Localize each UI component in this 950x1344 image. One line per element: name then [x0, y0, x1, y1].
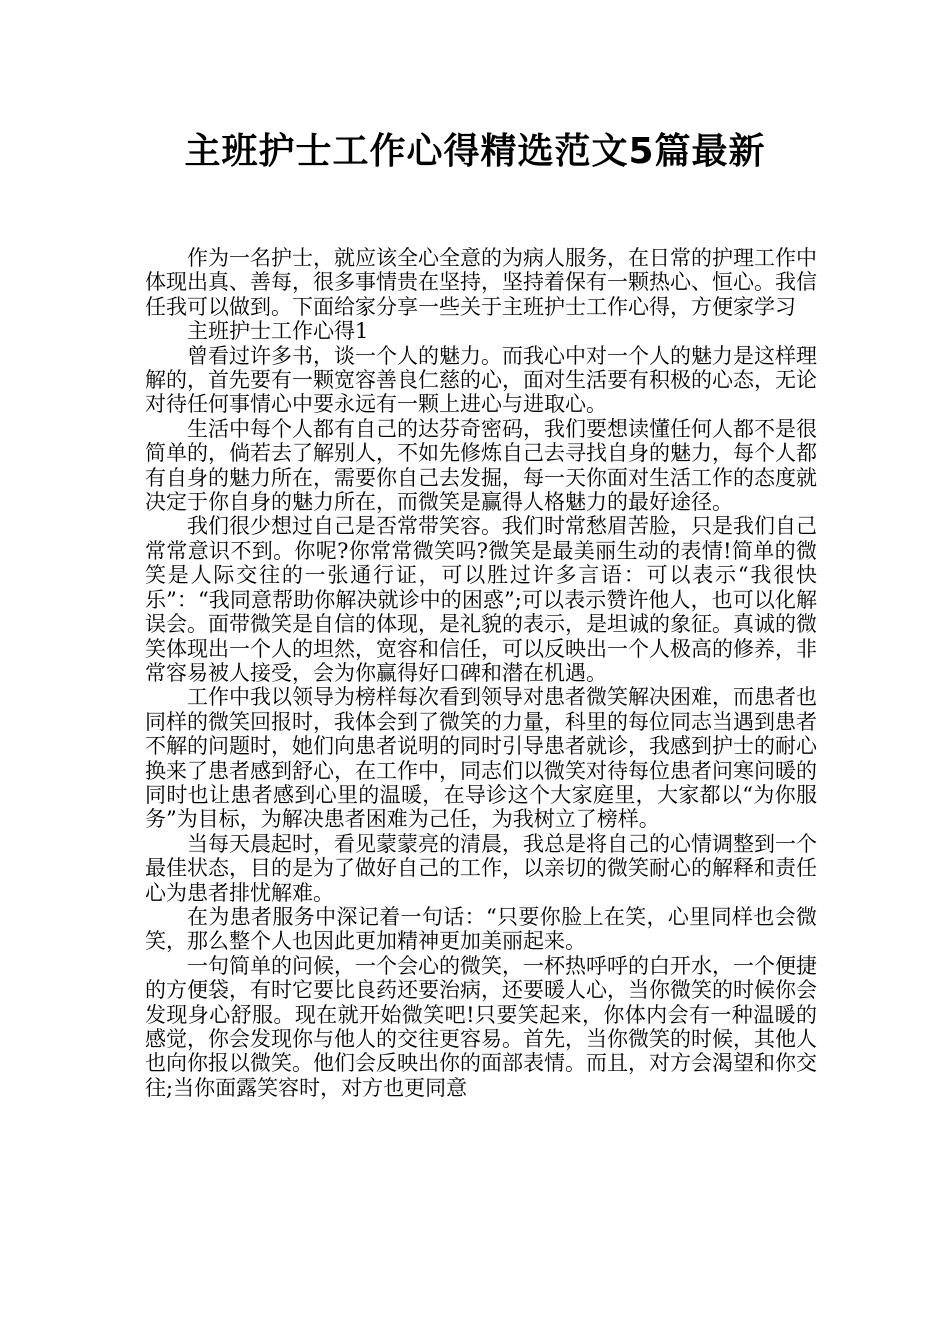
paragraph: 在为患者服务中深记着一句话：“只要你脸上在笑，心里同样也会微笑，那么整个人也因此更加精神更加美丽起来。 — [145, 904, 817, 954]
paragraph: 生活中每个人都有自己的达芬奇密码，我们要想读懂任何人都不是很简单的，倘若去了解别人，不如先修炼自己去寻找自身的魅力，每个人都有自身的魅力所在，需要你自己去发掘，每一天你面对生活工作的态度就决定于你自身的魅力所在，而微笑是赢得人格魅力的最好途径。 — [145, 416, 817, 515]
paragraph: 曾看过许多书，谈一个人的魅力。而我心中对一个人的魅力是这样理解的，首先要有一颗宽容善良仁慈的心，面对生活要有积极的心态，无论对待任何事情心中要永远有一颗上进心与进取心。 — [145, 343, 817, 417]
document-body — [145, 246, 817, 1100]
document-title: 主班护士工作心得精选范文5篇最新 — [184, 131, 766, 172]
paragraph: 我们很少想过自己是否常带笑容。我们时常愁眉苦脸，只是我们自己常常意识不到。你呢?你常常微笑吗?微笑是最美丽生动的表情!简单的微笑是人际交往的一张通行证，可以胜过许多言语：可以表示“我很快乐”：“我同意帮助你解决就诊中的困惑”;可以表示赞许他人，也可以化解误会。面带微笑是自信的体现，是礼貌的表示，是坦诚的象征。真诚的微笑体现出一个人的坦然，宽容和信任，可以反映出一个人极高的修养，非常容易被人接受，会为你赢得好口碑和潜在机遇。 — [145, 514, 817, 685]
paragraph: 工作中我以领导为榜样每次看到领导对患者微笑解决困难，而患者也同样的微笑回报时，我体会到了微笑的力量，科里的每位同志当遇到患者不解的问题时，她们向患者说明的同时引导患者就诊，我感到护士的耐心换来了患者感到舒心，在工作中，同志们以微笑对待每位患者问寒问暖的同时也让患者感到心里的温暖，在导诊这个大家庭里，大家都以“为你服务”为目标，为解决患者困难为己任，为我树立了榜样。 — [145, 685, 817, 832]
paragraph-intro: 作为一名护士，就应该全心全意的为病人服务，在日常的护理工作中体现出真、善每，很多事情贵在坚持，坚持着保有一颗热心、恒心。我信任我可以做到。下面给家分享一些关于主班护士工作心得，方便家学习 — [145, 246, 817, 319]
section-heading: 主班护士工作心得1 — [187, 319, 369, 344]
paragraph: 一句简单的问候，一个会心的微笑，一杯热呼呼的白开水，一个便捷的方便袋，有时它要比良药还要治病，还要暖人心，当你微笑的时候你会发现身心舒服。现在就开始微笑吧!只要笑起来，你体内会有一种温暖的感觉，你会发现你与他人的交往更容易。首先，当你微笑的时候，其他人也向你报以微笑。他们会反映出你的面部表情。而且，对方会渴望和你交往;当你面露笑容时，对方也更同意 — [145, 953, 817, 1100]
paragraph: 当每天晨起时，看见蒙蒙亮的清晨，我总是将自己的心情调整到一个最佳状态，目的是为了做好自己的工作，以亲切的微笑耐心的解释和责任心为患者排忧解难。 — [145, 831, 817, 905]
